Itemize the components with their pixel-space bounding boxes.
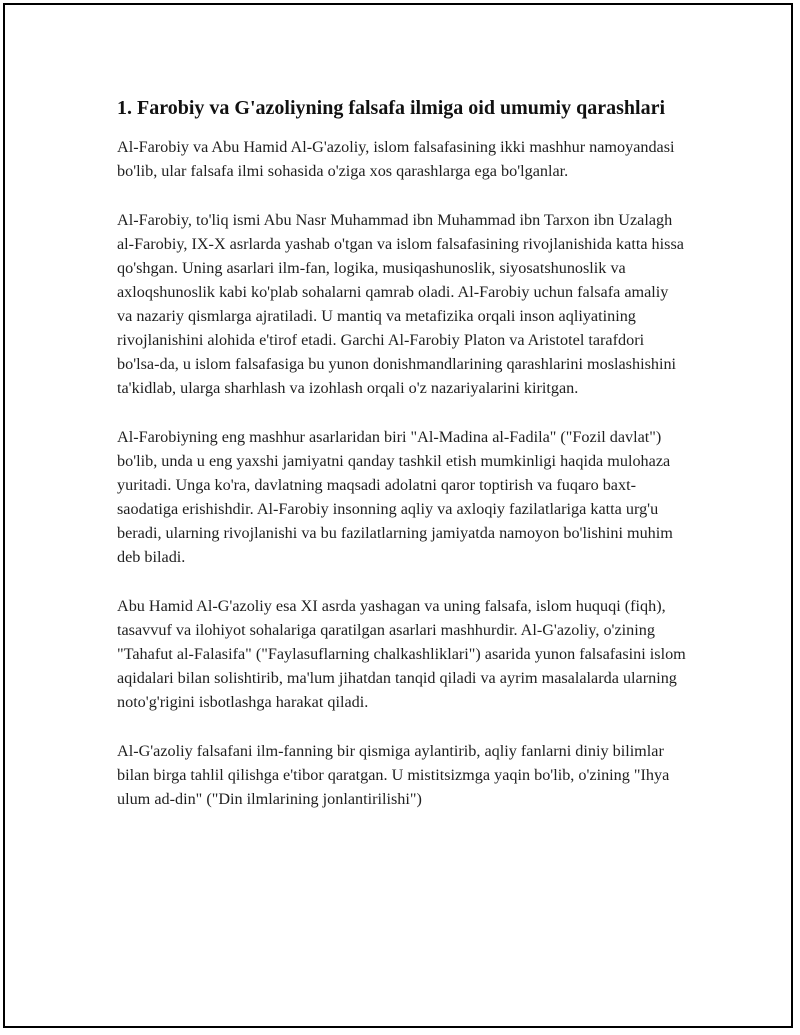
paragraph-fozil-davlat: Al-Farobiyning eng mashhur asarlaridan biri "Al-Madina al-Fadila" ("Fozil davlat") bo'lib, unda u eng yaxshi jamiyatni qanday tashkil etish mumkinligi haqida mulohaza yuritadi. Unga ko'ra, davlatning maqsadi adolatni qaror toptirish va fuqaro baxt-saodatiga erishishdir. Al-Farobiy insonning aqliy va axloqiy fazilatlariga katta urg'u beradi, ularning rivojlanishi va bu fazilatlarning jamiyatda namoyon bo'lishini muhim deb biladi. xyxy=(117,428,673,566)
paragraph-gazoliy-philosophy: Al-G'azoliy falsafani ilm-fanning bir qismiga aylantirib, aqliy fanlarni diniy bilimlar bilan birga tahlil qilishga e'tibor qaratgan. U mistitsizmga yaqin bo'lib, o'zining "Ihya ulum ad-din" ("Din ilmlarining jonlantirilishi") xyxy=(117,742,670,808)
paragraph-intro: Al-Farobiy va Abu Hamid Al-G'azoliy, islom falsafasining ikki mashhur namoyandasi bo'lib, ular falsafa ilmi sohasida o'ziga xos qarashlarga ega bo'lganlar. xyxy=(117,138,675,180)
paragraph-farobiy-bio: Al-Farobiy, to'liq ismi Abu Nasr Muhammad ibn Muhammad ibn Tarxon ibn Uzalagh al-Farobiy, IX-X asrlarda yashab o'tgan va islom falsafasining rivojlanishida katta hissa qo'shgan. Uning asarlari ilm-fan, logika, musiqashunoslik, siyosatshunoslik va axloqshunoslik kabi ko'plab sohalarni qamrab oladi. Al-Farobiy uchun falsafa amaliy va nazariy qismlarga ajratiladi. U mantiq va metafizika orqali inson aqliyatining rivojlanishini alohida e'tirof etadi. Garchi Al-Farobiy Platon va Aristotel tarafdori bo'lsa-da, u islom falsafasiga bu yunon donishmandlarining qarashlarini moslashishini ta'kidlab, ularga sharhlash va izohlash orqali o'z nazariyalarini kiritgan. xyxy=(117,211,684,397)
document-body xyxy=(117,95,687,836)
paragraph-gazoliy-bio: Abu Hamid Al-G'azoliy esa XI asrda yashagan va uning falsafa, islom huquqi (fiqh), tasavvuf va ilohiyot sohalariga qaratilgan asarlari mashhurdir. Al-G'azoliy, o'zining "Tahafut al-Falasifa" ("Faylasuflarning chalkashliklari") asarida yunon falsafasini islom aqidalari bilan solishtirib, ma'lum jihatdan tanqid qiladi va ayrim masalalarda ularning noto'g'rigini isbotlashga harakat qiladi. xyxy=(117,597,686,711)
document-title: 1. Farobiy va G'azoliyning falsafa ilmiga oid umumiy qarashlari xyxy=(117,97,666,119)
